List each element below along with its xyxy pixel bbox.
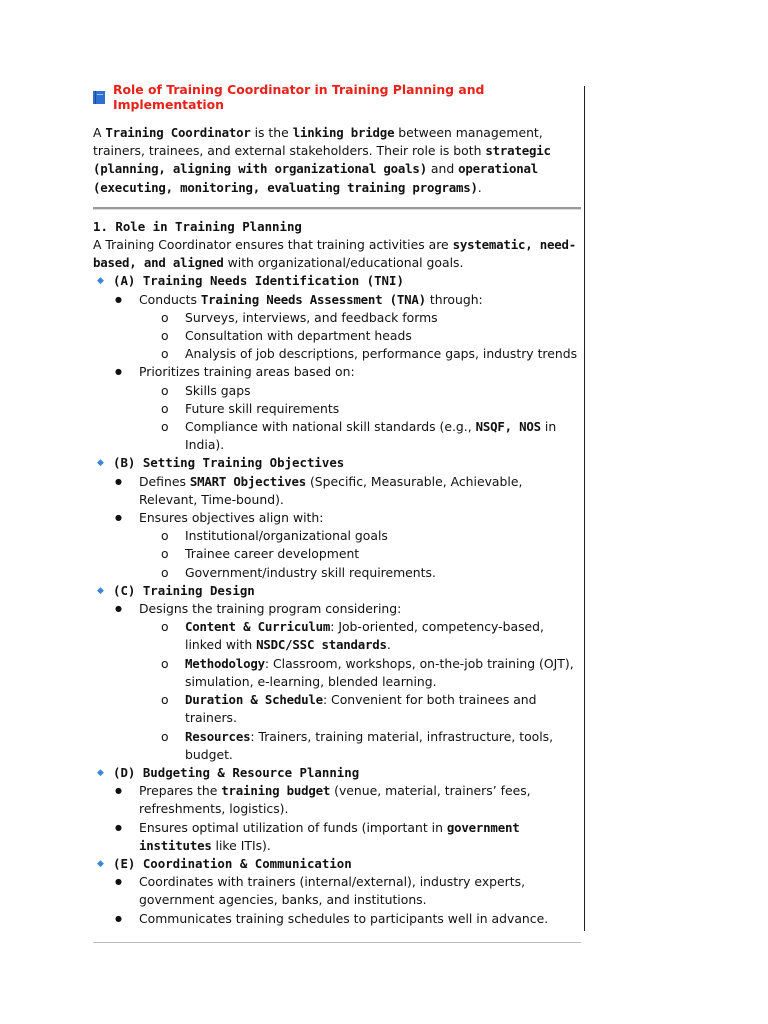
list-item: o Institutional/organizational goals	[161, 528, 388, 544]
list-item: ● Defines SMART Objectives (Specific, Measurable, Achievable, Relevant, Time-bound).	[93, 473, 581, 509]
list-item: ● Prioritizes training areas based on:	[93, 363, 581, 381]
diamond-bullet-icon: ◆	[97, 276, 104, 287]
book-icon	[93, 91, 105, 104]
bullet-icon: ●	[115, 476, 122, 486]
list-item: o Surveys, interviews, and feedback forms	[161, 309, 438, 325]
subsection-e-heading: ◆ (E) Coordination & Communication	[93, 855, 581, 873]
bullet-icon: ●	[115, 367, 122, 377]
diamond-bullet-icon: ◆	[97, 585, 104, 596]
list-item: ● Conducts Training Needs Assessment (TNA) through:	[93, 291, 581, 309]
list-item: o Consultation with department heads	[161, 328, 412, 344]
list-item: o Skills gaps	[161, 382, 251, 398]
document-content	[93, 82, 581, 943]
title-text: Role of Training Coordinator in Training Planning and Implementation	[113, 82, 485, 112]
bullet-icon: ●	[115, 786, 122, 796]
bullet-icon: ●	[115, 604, 122, 614]
list-item: ● Prepares the training budget (venue, material, trainers’ fees, refreshments, logistics).	[93, 782, 581, 818]
subsection-d-heading: ◆ (D) Budgeting & Resource Planning	[93, 764, 581, 782]
bullet-icon: ●	[115, 913, 122, 923]
diamond-bullet-icon: ◆	[97, 458, 104, 469]
divider	[93, 207, 581, 210]
list-item: o Methodology: Classroom, workshops, on-the-job training (OJT), simulation, e-learning, blended learning.	[161, 655, 574, 689]
section-heading: 1. Role in Training Planning	[93, 218, 302, 234]
subsection-c-heading: ◆ (C) Training Design	[93, 582, 581, 600]
list-item: o Future skill requirements	[161, 400, 340, 416]
list-item: o Resources: Trainers, training material, infrastructure, tools, budget.	[161, 728, 554, 762]
intro-paragraph: A Training Coordinator is the linking bridge between management, trainers, trainees, and external stakeholders. Their role is both strategic (planning, aligning with organizational goals) and operational (executing, monitoring, evaluating training programs).	[93, 125, 551, 195]
list-item: ● Coordinates with trainers (internal/external), industry experts, government agencies, banks, and institutions.	[93, 873, 581, 909]
bullet-icon: ●	[115, 294, 122, 304]
bullet-icon: ●	[115, 822, 122, 832]
diamond-bullet-icon: ◆	[97, 767, 104, 778]
subsection-b-heading: ◆ (B) Setting Training Objectives	[93, 454, 581, 472]
list-item: o Duration & Schedule: Convenient for both trainees and trainers.	[161, 692, 537, 726]
bullet-icon: ●	[115, 513, 122, 523]
diamond-bullet-icon: ◆	[97, 858, 104, 869]
divider	[93, 942, 581, 943]
list-item: o Government/industry skill requirements.	[161, 564, 436, 580]
list-item: o Compliance with national skill standards (e.g., NSQF, NOS in India).	[161, 419, 557, 453]
page-border-line	[584, 86, 585, 931]
list-item: o Trainee career development	[161, 546, 360, 562]
subsection-a-heading: ◆ (A) Training Needs Identification (TNI)	[93, 272, 581, 290]
list-item: ● Communicates training schedules to participants well in advance.	[93, 910, 581, 928]
list-item: ● Designs the training program considering:	[93, 600, 581, 618]
document-title	[93, 82, 581, 112]
bullet-icon: ●	[115, 877, 122, 887]
list-item: ● Ensures optimal utilization of funds (important in government institutes like ITIs).	[93, 819, 581, 855]
list-item: o Analysis of job descriptions, performance gaps, industry trends	[161, 346, 578, 362]
list-item: ● Ensures objectives align with:	[93, 509, 581, 527]
section-intro: A Training Coordinator ensures that training activities are systematic, need-based, and aligned with organizational/educational goals.	[93, 237, 577, 271]
list-item: o Content & Curriculum: Job-oriented, competency-based, linked with NSDC/SSC standards.	[161, 619, 544, 653]
